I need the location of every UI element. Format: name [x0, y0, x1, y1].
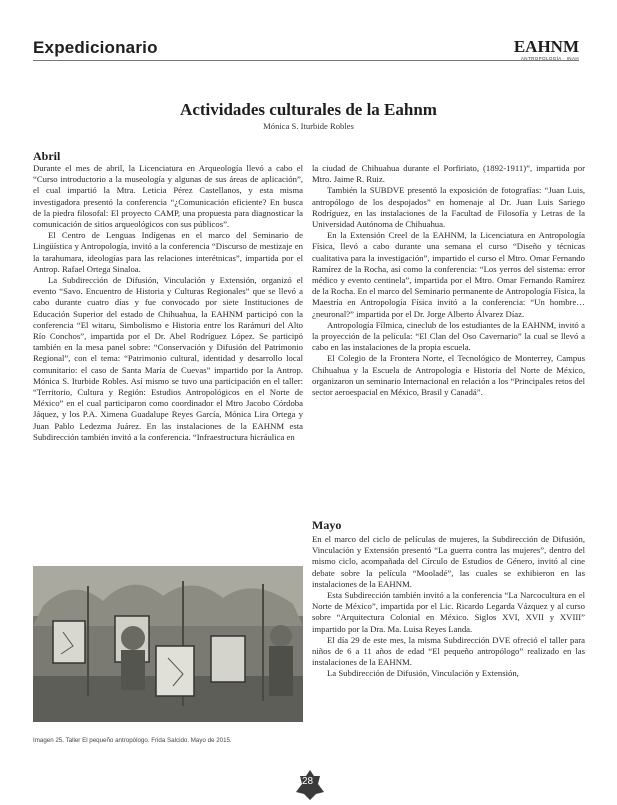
- article-title: Actividades culturales de la Eahnm: [180, 100, 437, 119]
- brand-logo: [514, 38, 579, 61]
- paragraph: Esta Subdirección también invitó a la conferencia “La Narcocultura en el Norte de México”, impartida por el Lic. Ricardo Legarda Vázquez y al curso sobre “Arquitectura Colonial en México. Siglos XVI, XVII y XVIII” impartido por la Dra. Ma. Luisa Reyes Landa.: [312, 590, 585, 634]
- page-number: 28: [302, 776, 314, 787]
- paragraph: También la SUBDVE presentó la exposición de fotografías: “Juan Luis, antropólogo de los despojados” en homenaje al Dr. Juan Luis Sariego Rodríguez, en las instalaciones de la Facultad de Filosofía y Letras de la Universidad Autónoma de Chihuahua.: [312, 185, 585, 230]
- paragraph: El Centro de Lenguas Indígenas en el marco del Seminario de Lingüística y Antropología, invitó a la conferencia “Discurso de mestizaje en la tarahumara, ideologías para las relaciones interétnicas”, impartida por el Antrop. Rafael Ortega Sinaloa.: [33, 230, 303, 274]
- paragraph: Durante el mes de abril, la Licenciatura en Arqueología llevó a cabo el “Curso introductorio a la museología y algunas de sus áreas de aplicación”, el cual impartió la Mtra. Leticia Pérez Castellanos, y esta misma investigadora presentó la conferencia “¿Comunicación eficiente? En busca de la piedra filosofal: El proyecto CAMP, una propuesta para diagnosticar la comunicación de sitios arqueológicos con sus públicos”.: [33, 163, 303, 230]
- article-author: Mónica S. Iturbide Robles: [263, 121, 354, 131]
- brand-name: EAHNM: [513, 37, 579, 56]
- paragraph: En la Extensión Creel de la EAHNM, la Licenciatura en Antropología Física, llevó a cabo durante una semana el curso “Diseño y técnicas cualitativa para la investigación”, impartido el curso el Mtro. Omar Fernando Ramírez de la Rocha, así como la conferencia: “Los yerros del sistema: error médico y evento centinela”, impartida por el Mtro. Omar Fernando Ramírez de la Rocha. En el marco del Seminario permanente de Antropología Física, la Maestría en Antropología Física invitó a la conferencia: “Un hombre… ¿neuronal?” impartida por el Dr. Jorge Alberto Álvarez Díaz.: [312, 230, 585, 319]
- may-column-text: [312, 534, 585, 680]
- section-heading-april: Abril: [33, 149, 61, 163]
- left-column-text: [33, 163, 303, 443]
- paragraph: la ciudad de Chihuahua durante el Porfiriato, (1892-1911)”, impartida por Mtro. Jaime R. Ruiz.: [312, 163, 585, 185]
- photo-workshop-children: [33, 566, 303, 722]
- magazine-section-title: Expedicionario: [33, 38, 158, 57]
- paragraph: Antropología Fílmica, cineclub de los estudiantes de la EAHNM, invitó a la proyección de la película: “El Clan del Oso Cavernario” la cual se llevó a cabo en las instalaciones de la propia escuela.: [312, 319, 585, 353]
- paragraph: En el marco del ciclo de películas de mujeres, la Subdirección de Difusión, Vinculación y Extensión presentó “La guerra contra las mujeres”, dentro del mismo ciclo, acompañada del Círculo de Estudios de Género, invitó al cine debate sobre la película “Mooladé”, las cuales se exhibieron en las instalaciones de la EAHNM.: [312, 534, 585, 589]
- header-divider: [33, 60, 579, 61]
- paragraph: El día 29 de este mes, la misma Subdirección DVE ofreció el taller para niños de 6 a 11 años de edad “El pequeño antropólogo” realizado en las instalaciones de la EAHNM.: [312, 634, 585, 668]
- photo-caption: Imagen 25. Taller El pequeño antropólogo. Frida Salcido. Mayo de 2015.: [33, 737, 232, 744]
- paragraph: La Subdirección de Difusión, Vinculación y Extensión,: [327, 668, 519, 679]
- section-heading-may: Mayo: [312, 518, 342, 532]
- paragraph: El Colegio de la Frontera Norte, el Tecnológico de Monterrey, Campus Chihuahua y la Escuela de Antropología e Historia del Norte de México, organizaron un seminario Internacional en relación a los “Principales retos del sector aeroespacial en México, Brasil y Canadá”.: [312, 353, 585, 398]
- paragraph: La Subdirección de Difusión, Vinculación y Extensión, organizó el evento “Savo. Encuentro de Historia y Culturas Regionales” que se llevó a cabo durante cuatro días y fue convocado por siete Instituciones de Educación Superior del estado de Chihuahua, la EAHNM participó con la conferencia “El witaru, Simbolismo e Historia entre los Rarámuri del Alto Río Conchos”, impartida por el Dr. Abel Rodríguez López. Se participó también en la mesa panel sobre: “Conservación y Difusión del Patrimonio Regional”, con el tema: “Patrimonio cultural, identidad y desarrollo local comunitario: el caso de Santa María de Cuevas” impartido por la Antrop. Mónica S. Iturbide Robles. Así mismo se tuvo una participación en el taller: “Territorio, Cultura y Región: Estudios Antropológicos en el Norte de México” en el cual participaron como coordinador el Mtro Jacobo Córdoba Jáquez, y los P.A. Ximena Guadalupe Reyes García, Mónica Lira Ortega y Juan Pablo Ledezma Juárez. En las instalaciones de la EAHNM esta Subdirección también invitó a la conferencia. “Infraestructura hicráulica en: [33, 275, 303, 442]
- brand-subtitle: ANTROPOLOGÍA · INAH: [520, 56, 579, 61]
- right-column-text: [312, 163, 585, 398]
